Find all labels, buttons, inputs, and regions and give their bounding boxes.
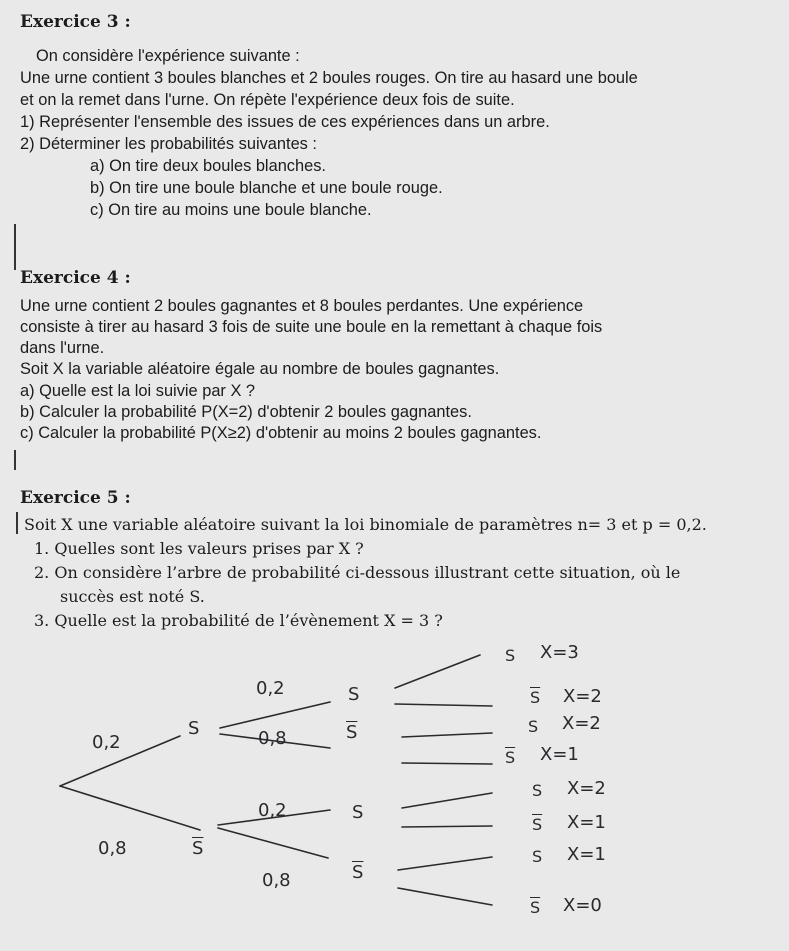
tree-event-label: $\overline{S}$: [346, 722, 358, 743]
leaf-x-value: X=1: [567, 844, 606, 865]
leaf-x-value: X=2: [563, 686, 602, 707]
ex4-question-a: a) Quelle est la loi suivie par X ?: [20, 382, 256, 400]
ex4-line-3: dans l'urne.: [20, 339, 105, 357]
leaf-event: S: [532, 847, 543, 866]
ex5-question-2-cont: succès est noté S.: [60, 587, 205, 606]
ex3-item-c: c) On tire au moins une boule blanche.: [90, 201, 372, 219]
ex3-item-a: a) On tire deux boules blanches.: [90, 157, 326, 175]
tree-prob-label: 0,8: [262, 870, 291, 891]
tree-event-label: $\overline{S}$: [352, 862, 364, 883]
ex3-line-2: et on la remet dans l'urne. On répète l'expérience deux fois de suite.: [20, 91, 515, 109]
tree-prob-label: 0,2: [258, 800, 287, 821]
leaf-event: $\overline{S}$: [532, 815, 543, 834]
tree-event-label: S: [352, 802, 364, 823]
ex4-line-4: Soit X la variable aléatoire égale au nombre de boules gagnantes.: [20, 360, 500, 378]
ex3-title: Exercice 3 :: [20, 12, 131, 32]
leaf-x-value: X=3: [540, 642, 579, 663]
leaf-x-value: X=0: [563, 895, 602, 916]
leaf-event: $\overline{S}$: [530, 688, 541, 707]
tree-branch: [395, 655, 480, 688]
tree-branch: [402, 733, 492, 737]
ex4-title: Exercice 4 :: [20, 268, 131, 288]
tree-event-label: S: [348, 684, 360, 705]
leaf-event: $\overline{S}$: [530, 898, 541, 917]
ex3-question-2: 2) Déterminer les probabilités suivantes :: [20, 135, 317, 153]
tree-branch: [402, 793, 492, 808]
ex5-question-3: 3. Quelle est la probabilité de l’évènement X = 3 ?: [34, 611, 443, 630]
ex4-line-2: consiste à tirer au hasard 3 fois de suite une boule en la remettant à chaque fois: [20, 318, 603, 336]
ex4-question-b: b) Calculer la probabilité P(X=2) d'obtenir 2 boules gagnantes.: [20, 403, 472, 421]
ex3-question-1: 1) Représenter l'ensemble des issues de ces expériences dans un arbre.: [20, 113, 550, 131]
tree-event-label: $\overline{S}$: [192, 838, 204, 859]
tree-branch: [220, 702, 330, 728]
tree-event-label: S: [188, 718, 200, 739]
tree-branch: [395, 704, 492, 706]
ex3-line-1: Une urne contient 3 boules blanches et 2 boules rouges. On tire au hasard une boule: [20, 69, 638, 87]
tree-prob-label: 0,2: [92, 732, 121, 753]
tree-branch: [402, 826, 492, 827]
leaf-event: S: [505, 646, 516, 665]
tree-branch: [398, 888, 492, 905]
ex5-question-1: 1. Quelles sont les valeurs prises par X ?: [34, 539, 364, 558]
ex4-line-1: Une urne contient 2 boules gagnantes et 8 boules perdantes. Une expérience: [20, 297, 584, 315]
ex5-line-1: Soit X une variable aléatoire suivant la loi binomiale de paramètres n= 3 et p = 0,2.: [24, 515, 707, 534]
leaf-x-value: X=1: [567, 812, 606, 833]
tree-branch: [402, 763, 492, 764]
tree-branch: [60, 786, 200, 830]
ex3-item-b: b) On tire une boule blanche et une boule rouge.: [90, 179, 443, 197]
tree-prob-label: 0,8: [98, 838, 127, 859]
ex4-question-c: c) Calculer la probabilité P(X≥2) d'obtenir au moins 2 boules gagnantes.: [20, 424, 542, 442]
tree-branch: [398, 857, 492, 870]
ex3-intro: On considère l'expérience suivante :: [36, 47, 300, 65]
ex5-title: Exercice 5 :: [20, 488, 131, 508]
ex5-question-2: 2. On considère l’arbre de probabilité ci-dessous illustrant cette situation, où le: [34, 563, 681, 582]
leaf-event: $\overline{S}$: [505, 748, 516, 767]
tree-prob-label: 0,8: [258, 728, 287, 749]
leaf-x-value: X=2: [567, 778, 606, 799]
tree-prob-label: 0,2: [256, 678, 285, 699]
leaf-x-value: X=1: [540, 744, 579, 765]
tree-branch: [218, 828, 328, 858]
leaf-event: S: [532, 781, 543, 800]
leaf-x-value: X=2: [562, 713, 601, 734]
leaf-event: S: [528, 717, 539, 736]
